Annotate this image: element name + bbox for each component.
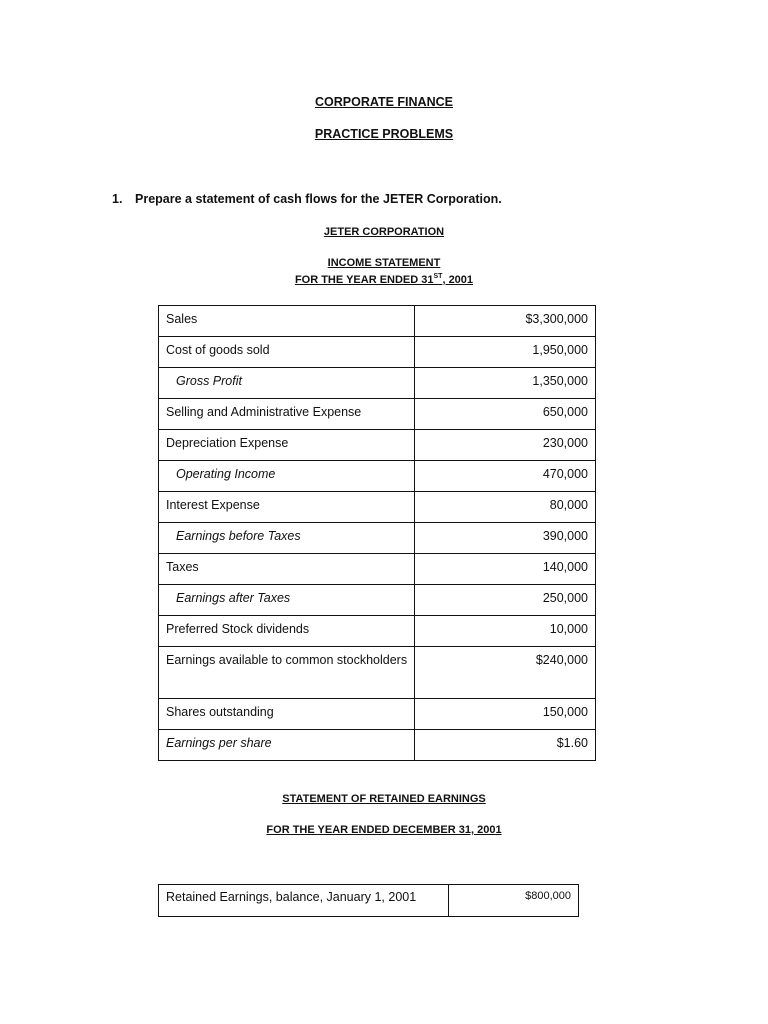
row-value: $800,000: [449, 885, 579, 917]
table-row: [159, 306, 596, 337]
row-value: 250,000: [415, 585, 596, 616]
problem-number: 1.: [112, 192, 123, 206]
row-value: 140,000: [415, 554, 596, 585]
table-row: [159, 885, 579, 917]
row-value: $1.60: [415, 730, 596, 761]
table-row: [159, 647, 596, 699]
table-row: [159, 337, 596, 368]
row-label: Selling and Administrative Expense: [159, 399, 415, 430]
row-label: Earnings per share: [159, 730, 415, 761]
row-label: Earnings available to common stockholders: [159, 647, 415, 699]
retained-earnings-title: STATEMENT OF RETAINED EARNINGS: [282, 793, 486, 805]
period-suffix: , 2001: [442, 274, 474, 286]
row-value: 650,000: [415, 399, 596, 430]
table-row: [159, 492, 596, 523]
period-prefix: FOR THE YEAR ENDED 31: [294, 274, 434, 286]
table-row: [159, 430, 596, 461]
row-value: 150,000: [415, 699, 596, 730]
table-row: [159, 616, 596, 647]
row-value: 80,000: [415, 492, 596, 523]
retained-earnings-period: FOR THE YEAR ENDED DECEMBER 31, 2001: [266, 824, 502, 836]
row-label: Interest Expense: [159, 492, 415, 523]
company-name: JETER CORPORATION: [323, 226, 445, 238]
problem-statement: [112, 192, 502, 206]
row-label: Gross Profit: [159, 368, 415, 399]
row-label: Retained Earnings, balance, January 1, 2001: [159, 885, 449, 917]
row-value: $240,000: [415, 647, 596, 699]
row-label: Earnings after Taxes: [159, 585, 415, 616]
income-statement-title: INCOME STATEMENT: [327, 257, 441, 269]
row-label: Taxes: [159, 554, 415, 585]
row-label: Cost of goods sold: [159, 337, 415, 368]
row-value: 470,000: [415, 461, 596, 492]
table-row: [159, 368, 596, 399]
table-row: [159, 554, 596, 585]
row-label: Preferred Stock dividends: [159, 616, 415, 647]
row-value: 230,000: [415, 430, 596, 461]
row-value: 10,000: [415, 616, 596, 647]
table-row: [159, 730, 596, 761]
row-label: Sales: [159, 306, 415, 337]
period-superscript: ST: [433, 273, 443, 280]
row-label: Earnings before Taxes: [159, 523, 415, 554]
income-statement-table: [158, 305, 596, 761]
row-label: Operating Income: [159, 461, 415, 492]
table-row: [159, 399, 596, 430]
row-value: $3,300,000: [415, 306, 596, 337]
row-value: 1,350,000: [415, 368, 596, 399]
row-label: Depreciation Expense: [159, 430, 415, 461]
document-subtitle: PRACTICE PROBLEMS: [314, 127, 454, 141]
row-value: 1,950,000: [415, 337, 596, 368]
table-row: [159, 461, 596, 492]
table-row: [159, 585, 596, 616]
table-row: [159, 699, 596, 730]
table-row: [159, 523, 596, 554]
row-value: 390,000: [415, 523, 596, 554]
row-label: Shares outstanding: [159, 699, 415, 730]
income-statement-period: [0, 274, 768, 286]
problem-text: Prepare a statement of cash flows for the JETER Corporation.: [135, 192, 502, 206]
document-title: CORPORATE FINANCE: [315, 95, 453, 109]
retained-earnings-table: [158, 884, 579, 917]
